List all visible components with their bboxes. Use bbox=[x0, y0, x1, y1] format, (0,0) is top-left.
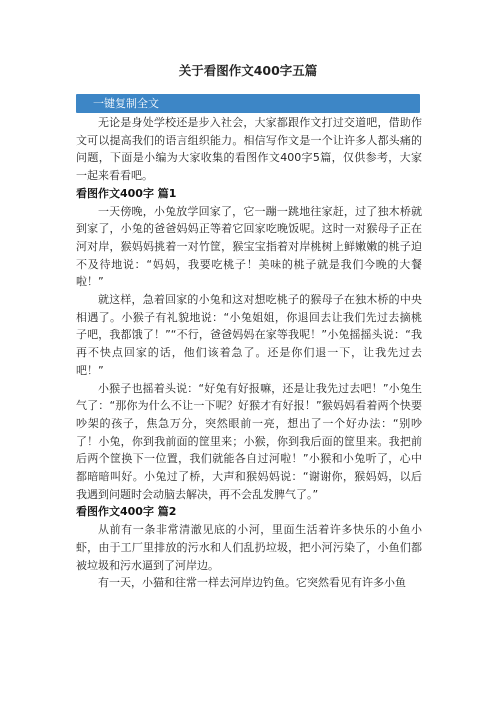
copy-full-text-label: 一键复制全文 bbox=[93, 97, 159, 110]
paragraph: 从前有一条非常清澈见底的小河，里面生活着许多快乐的小鱼小虾，由于工厂里排放的污水和人们乱扔垃圾，把小河污染了，小鱼们都被垃圾和污水逼到了河岸边。 bbox=[76, 523, 422, 572]
paragraph: 有一天，小猫和往常一样去河岸边钓鱼。它突然看见有许多小鱼 bbox=[98, 576, 406, 590]
section-heading: 看图作文400字 篇2 bbox=[76, 505, 177, 519]
intro-paragraph: 无论是身处学校还是步入社会，大家都跟作文打过交道吧，借助作文可以提高我们的语言组织能力。相信写作文是一个让许多人都头痛的问题，下面是小编为大家收集的看图作文400字5篇，仅供参考，大家一起来看看吧。 bbox=[76, 116, 422, 183]
paragraph: 一天傍晚，小兔放学回家了，它一蹦一跳地往家赶，过了独木桥就到家了，小兔的爸爸妈妈正等着它回家吃晚饭呢。这时一对猴母子正在河对岸，猴妈妈挑着一对竹筐，猴宝宝指着对岸桃树上鲜嫩嫩的桃子迫不及待地说：“妈妈，我要吃桃子！美味的桃子就是我们今晚的大餐啦！” bbox=[76, 204, 422, 289]
document-title: 关于看图作文400字五篇 bbox=[178, 63, 318, 78]
section-heading: 看图作文400字 篇1 bbox=[76, 186, 177, 200]
article-body bbox=[76, 114, 422, 592]
copy-full-text-button[interactable] bbox=[76, 94, 420, 113]
paragraph: 就这样，急着回家的小兔和这对想吃桃子的猴母子在独木桥的中央相遇了。小猴子有礼貌地说：“小兔姐姐，你退回去让我们先过去摘桃子吧，我都饿了！”“不行，爸爸妈妈在家等我呢！”小兔摇摇头说：“我再不快点回家的话，他们该着急了。还是你们退一下，让我先过去吧！” bbox=[76, 293, 422, 377]
paragraph: 小猴子也摇着头说：“好兔有好报嘛，还是让我先过去吧！”小兔生气了：“那你为什么不让一下呢？好猴才有好报！”猴妈妈看着两个快要吵架的孩子，焦急万分，突然眼前一亮，想出了一个好办法：“别吵了！小兔，你到我前面的筐里来；小猴，你到我后面的筐里来。我把前后两个筐换下一位置，我们就能各自过河啦！”小猴和小兔听了，心中都暗暗叫好。小兔过了桥，大声和猴妈妈说：“谢谢你，猴妈妈，以后我遇到问题时会动脑去解决，再不会乱发脾气了。” bbox=[76, 381, 422, 501]
